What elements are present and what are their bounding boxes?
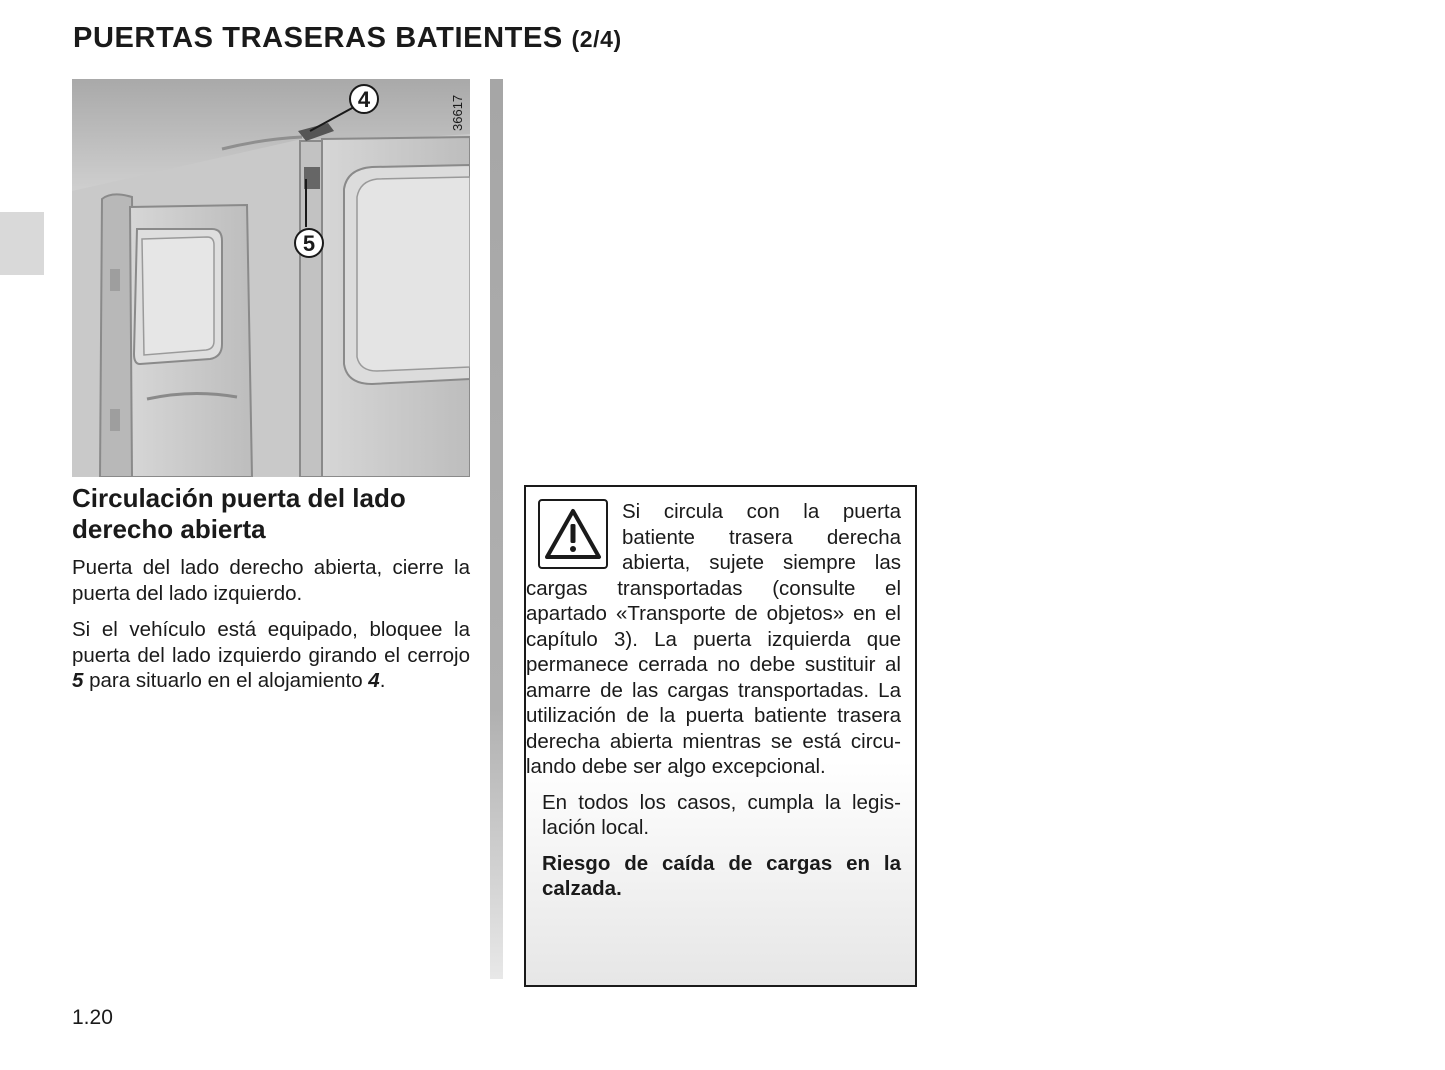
page-title-main: PUERTAS TRASERAS BATIENTES <box>73 22 563 54</box>
p2-text-end: . <box>379 669 386 692</box>
callout-4 <box>350 85 378 113</box>
warning-paragraph-1: Si circula con la puerta batiente trasera derecha abierta, sujete siempre las cargas transportadas (consulte el apartado «Transporte de objetos» en el capítulo 3). La puerta izquierda que permanece cerrada no debe sustituir al amarre de las cargas transportadas. La utilización de la puerta batiente trasera derecha abierta mientras se está circulando debe ser algo excepcional. <box>526 500 901 778</box>
page-title-part: (2/4) <box>571 26 622 52</box>
warning-box <box>524 485 917 987</box>
column-divider <box>490 79 503 979</box>
section-heading: Circulación puerta del lado derecho abierta <box>72 483 406 544</box>
chapter-tab <box>0 212 44 275</box>
page-number: 1.20 <box>72 1006 113 1029</box>
warning-paragraph-3: Riesgo de caída de cargas en la calzada. <box>542 851 901 900</box>
figure-reference: 36617 <box>450 94 465 131</box>
warning-triangle-icon <box>538 499 608 569</box>
rear-door-illustration <box>72 79 470 477</box>
callout-5-label: 5 <box>302 231 316 256</box>
p2-text-before: Si el vehículo está equipado, bloquee la puerta del lado izquierdo girando el cerrojo <box>72 618 470 667</box>
warning-paragraph-2: En todos los casos, cumpla la legislación local. <box>542 790 901 839</box>
page-title <box>73 22 622 55</box>
callout-5 <box>295 229 323 257</box>
body-paragraph-2 <box>72 617 470 694</box>
callout-4-label: 4 <box>357 87 371 112</box>
p2-ref-4: 4 <box>368 669 380 692</box>
body-paragraph-1: Puerta del lado derecho abierta, cierre la puerta del lado izquierdo. <box>72 556 470 605</box>
p2-ref-5: 5 <box>72 669 84 692</box>
p2-text-mid: para situarlo en el alojamiento <box>83 669 369 692</box>
